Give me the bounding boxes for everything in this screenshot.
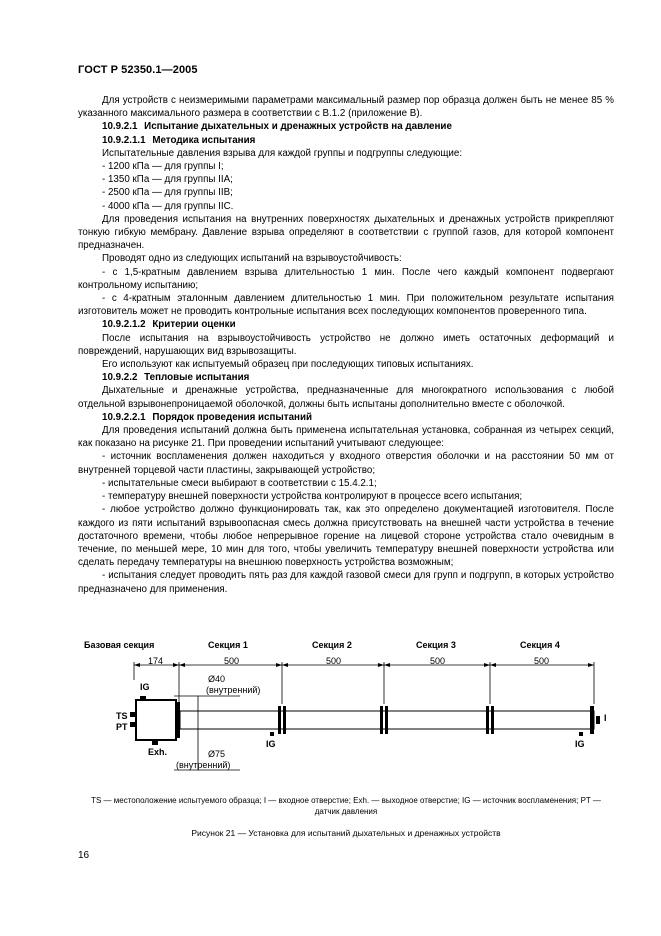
section-heading	[78, 371, 614, 384]
ts-port	[130, 712, 136, 717]
figure-drawing	[82, 632, 612, 782]
section-label-4: Секция 4	[520, 640, 560, 650]
section-label-3: Секция 3	[416, 640, 456, 650]
base-section-box	[136, 700, 176, 740]
pt-port	[130, 722, 136, 727]
dimension-500-3: 500	[430, 656, 446, 666]
list-item: - с 1,5-кратным давлением взрыва длительностью 1 мин. После чего каждый компонент подвергают контрольному испытанию;	[78, 266, 614, 291]
ignition-markers	[270, 732, 583, 736]
dimension-500-4: 500	[534, 656, 550, 666]
list-item: - 1350 кПа — для группы IIA;	[102, 174, 233, 186]
test-sample-plate	[176, 702, 180, 738]
diameter-leaders	[174, 696, 240, 770]
heading-number: 10.9.2.2	[102, 372, 138, 384]
list-item: - 1200 кПа — для группы I;	[102, 161, 224, 173]
paragraph: Дыхательные и дренажные устройства, предназначенные для многократного использования с любой отдельной взрывонепроницаемой оболочкой, должны быть испытаны дополнительно вместе с оболочкой.	[78, 385, 614, 410]
figure-caption: Рисунок 21 — Установка для испытаний дыхательных и дренажных устройств	[191, 828, 501, 838]
section-label-1: Секция 1	[208, 640, 248, 650]
test-setup-figure	[82, 632, 612, 782]
label-pt: PT	[116, 722, 128, 732]
label-exh: Exh.	[148, 747, 168, 757]
label-d75: Ø75	[208, 749, 226, 759]
list-item: - с 4-кратным эталонным давлением длительностью 1 мин. При положительном результате испытания изготовитель может не проводить контрольные испытания всех последующих компонентов проверенного типа.	[78, 293, 614, 318]
dimension-500-2: 500	[326, 656, 342, 666]
paragraph: Для проведения испытаний должна быть применена испытательная установка, собранная из четырех секций, как показано на рисунке 21. При проведении испытаний учитывают следующее:	[78, 425, 614, 450]
paragraph: После испытания на взрывоустойчивость устройство не должно иметь остаточных деформаций и повреждений, нарушающих вид взрывозащиты.	[78, 332, 614, 357]
list-item: - 4000 кПа — для группы IIC.	[102, 200, 234, 212]
ig-port	[140, 696, 146, 701]
heading-number: 10.9.2.1.2	[102, 319, 146, 331]
label-d40: Ø40	[208, 674, 226, 684]
figure-legend: TS — местоположение испытуемого образца; I — входное отверстие; Exh. — выходное отверстие; IG — источник воспламенения; PT — датчик давления	[91, 796, 601, 816]
heading-number: 10.9.2.1	[102, 121, 138, 133]
list-item: - испытания следует проводить пять раз для каждой газовой смеси для групп и подгрупп, в которых устройство предназначено для применения.	[78, 570, 614, 595]
section-heading	[78, 120, 614, 133]
paragraph: Для устройств с неизмеримыми параметрами максимальный размер пор образца должен быть не менее 85 % указанного максимального размера в соответствии с В.1.2 (приложение В).	[78, 95, 614, 120]
page-number: 16	[78, 850, 90, 861]
list-item: - температуру внешней поверхности устройства контролируют в процессе всего испытания;	[102, 491, 523, 503]
paragraph: Испытательные давления взрыва для каждой группы и подгруппы следующие:	[102, 147, 463, 159]
label-ig-section4: IG	[575, 739, 585, 749]
section-label-2: Секция 2	[312, 640, 352, 650]
paragraph: Для проведения испытания на внутренних поверхностях дыхательных и дренажных устройств прикрепляют тонкую гибкую мембрану. Давление взрыва определяют в соответствии с группой газов, для которой компонент предназначен.	[78, 213, 614, 252]
label-ts: TS	[116, 711, 128, 721]
heading-text: Порядок проведения испытаний	[152, 411, 312, 423]
list-item: - источник воспламенения должен находиться у входного отверстия оболочки и на расстоянии 50 мм от внутренней торцевой части пластины, закрывающей устройство;	[78, 451, 614, 476]
section-heading	[78, 411, 614, 424]
heading-text: Методика испытания	[152, 134, 256, 146]
section-heading	[78, 134, 614, 147]
label-ig-base: IG	[140, 682, 150, 692]
paragraph: Проводят одно из следующих испытаний на взрывоустойчивость:	[102, 253, 402, 265]
section-label-base: Базовая секция	[84, 640, 155, 650]
heading-number: 10.9.2.2.1	[102, 411, 146, 423]
label-d40-inner: (внутренний)	[206, 685, 261, 695]
paragraph: Его используют как испытуемый образец при последующих типовых испытаниях.	[102, 359, 474, 371]
heading-text: Испытание дыхательных и дренажных устройств на давление	[144, 121, 452, 133]
list-item: - любое устройство должно функционировать так, как это определено документацией изготовителя. После каждого из пяти испытаний взрывоопасная смесь должна присутствовать на внешней части устройства в течение достаточного времени, чтобы любое непрерывное горение на лицевой стороне устройства стало очевидным в течение, по меньшей мере, 10 мин для того, чтобы увеличить температуру внешней поверхности устройства или сделать передачу температуры на внешнюю поверхность устройства возможным;	[78, 504, 614, 569]
body-text	[78, 94, 614, 596]
list-item: - 2500 кПа — для группы IIB;	[102, 187, 233, 199]
label-d75-inner: (внутренний)	[176, 760, 231, 770]
section-heading	[78, 318, 614, 331]
heading-text: Критерии оценки	[152, 319, 236, 331]
label-ig-section1: IG	[266, 739, 276, 749]
label-inlet: I	[604, 713, 607, 723]
heading-text: Тепловые испытания	[144, 372, 250, 384]
exhaust-port	[152, 740, 158, 745]
dimension-500-1: 500	[224, 656, 240, 666]
standard-header: ГОСТ Р 52350.1—2005	[78, 64, 198, 76]
heading-number: 10.9.2.1.1	[102, 134, 146, 146]
list-item: - испытательные смеси выбирают в соответствии с 15.4.2.1;	[102, 477, 377, 489]
dimension-174: 174	[148, 656, 164, 666]
